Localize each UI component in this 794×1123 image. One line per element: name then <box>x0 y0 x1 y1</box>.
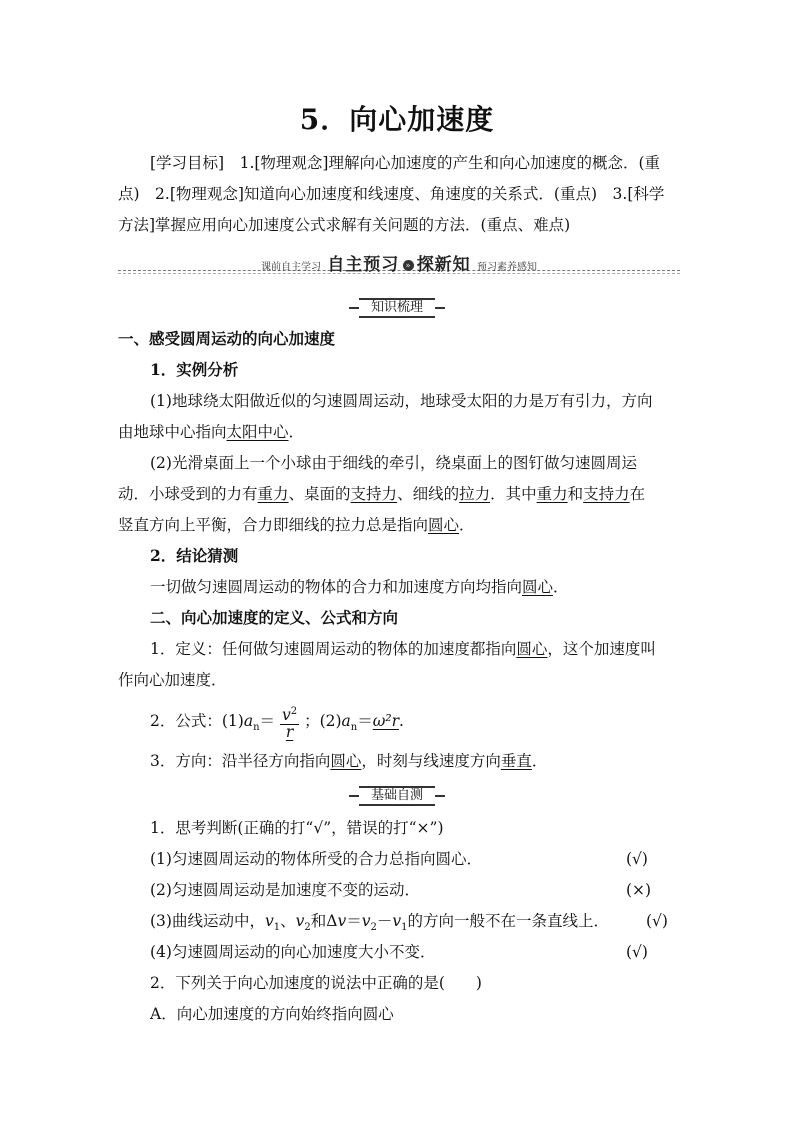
judgement-mark-4: (√) <box>626 943 648 961</box>
judgement-item-1: (1)匀速圆周运动的物体所受的合力总指向圆心． <box>150 850 482 868</box>
para-2-line-1: (2)光滑桌面上一个小球由于细线的牵引，绕桌面上的图钉做匀速圆周运 <box>150 454 637 472</box>
para-3: 一切做匀速圆周运动的物体的合力和加速度方向均指向圆心． <box>150 578 569 596</box>
tag-selftest-label: 基础自测 <box>359 786 435 806</box>
answer-blank: 垂直 <box>500 752 532 770</box>
question-1-stem: 1．思考判断(正确的打“√”，错误的打“×”) <box>150 819 444 837</box>
question-2-option-a: A．向心加速度的方向始终指向圆心 <box>150 1005 394 1023</box>
page-title: 5．向心加速度 <box>299 103 495 136</box>
section-2-heading: 二、向心加速度的定义、公式和方向 <box>150 608 399 627</box>
banner-main-1: 自主预习 <box>327 255 400 275</box>
answer-blank: 支持力 <box>350 485 398 503</box>
banner-main-2: 探新知 <box>416 255 471 275</box>
definition-line-2: 作向心加速度． <box>118 671 227 689</box>
section-1-sub-2: 2．结论猜测 <box>150 546 239 565</box>
formula-line: 2．公式：$(1)a_n=$ $\frac{v^2}{r}$ ；$(2)a_n=\omega^2r$. <box>150 706 404 741</box>
banner-text <box>118 250 680 275</box>
tag-bar-left <box>349 795 359 797</box>
judgement-mark-1: (√) <box>626 850 648 868</box>
section-1-heading: 一、感受圆周运动的向心加速度 <box>118 329 336 348</box>
objectives-line-3: 方法]掌握应用向心加速度公式求解有关问题的方法．(重点、难点) <box>118 216 571 234</box>
judgement-mark-3: (√) <box>646 912 668 930</box>
answer-blank: 圆心 <box>330 752 362 770</box>
tag-bar-right <box>435 307 445 309</box>
double-chevron-icon: » <box>403 260 414 271</box>
answer-blank: 太阳中心 <box>226 423 289 441</box>
definition-line-1: 1．定义：任何做匀速圆周运动的物体的加速度都指向圆心，这个加速度叫 <box>150 640 656 658</box>
answer-blank: 圆心 <box>428 516 460 534</box>
answer-blank: 支持力 <box>583 485 630 503</box>
para-2-line-2: 动．小球受到的力有重力、桌面的支持力、细线的拉力．其中重力和支持力在 <box>118 485 646 503</box>
tag-selftest <box>0 786 794 806</box>
objectives-line-1: [学习目标] 1.[物理观念]理解向心加速度的产生和向心加速度的概念．(重 <box>150 154 661 172</box>
judgement-item-4: (4)匀速圆周运动的向心加速度大小不变． <box>150 943 436 961</box>
answer-blank: 圆心 <box>516 640 548 658</box>
question-2-stem: 2．下列关于向心加速度的说法中正确的是( ) <box>150 974 482 992</box>
tag-bar-left <box>349 307 359 309</box>
judgement-item-2: (2)匀速圆周运动是加速度不变的运动． <box>150 881 420 899</box>
answer-blank: 圆心 <box>522 578 554 596</box>
answer-blank: 重力 <box>257 485 289 503</box>
answer-blank: 重力 <box>536 485 568 503</box>
banner-left-caption: 课前自主学习 <box>260 262 321 273</box>
para-1-line-1: (1)地球绕太阳做近似的匀速圆周运动，地球受太阳的力是万有引力，方向 <box>150 392 653 410</box>
formula-fraction: $\frac{v^2}{r}$ <box>281 706 298 741</box>
judgement-item-3: (3)曲线运动中，$v_1$、$v_2$和$\Delta v=v_2-v_1$的方向一般不在一条直线上． <box>150 912 610 934</box>
para-1-line-2: 由地球中心指向太阳中心． <box>118 423 305 441</box>
answer-blank: 拉力 <box>459 485 491 503</box>
tag-knowledge-label: 知识梳理 <box>359 298 435 318</box>
tag-bar-right <box>435 795 445 797</box>
tag-knowledge <box>0 298 794 318</box>
section-banner <box>118 250 680 276</box>
section-1-sub-1: 1．实例分析 <box>150 360 239 379</box>
judgement-mark-2: (×) <box>626 881 652 899</box>
banner-right-caption: 预习素养感知 <box>477 262 538 273</box>
direction-line: 3．方向：沿半径方向指向圆心，时刻与线速度方向垂直． <box>150 752 548 770</box>
objectives-line-2: 点) 2.[物理观念]知道向心加速度和线速度、角速度的关系式．(重点) 3.[科学 <box>118 185 665 203</box>
para-2-line-3: 竖直方向上平衡，合力即细线的拉力总是指向圆心． <box>118 516 475 534</box>
